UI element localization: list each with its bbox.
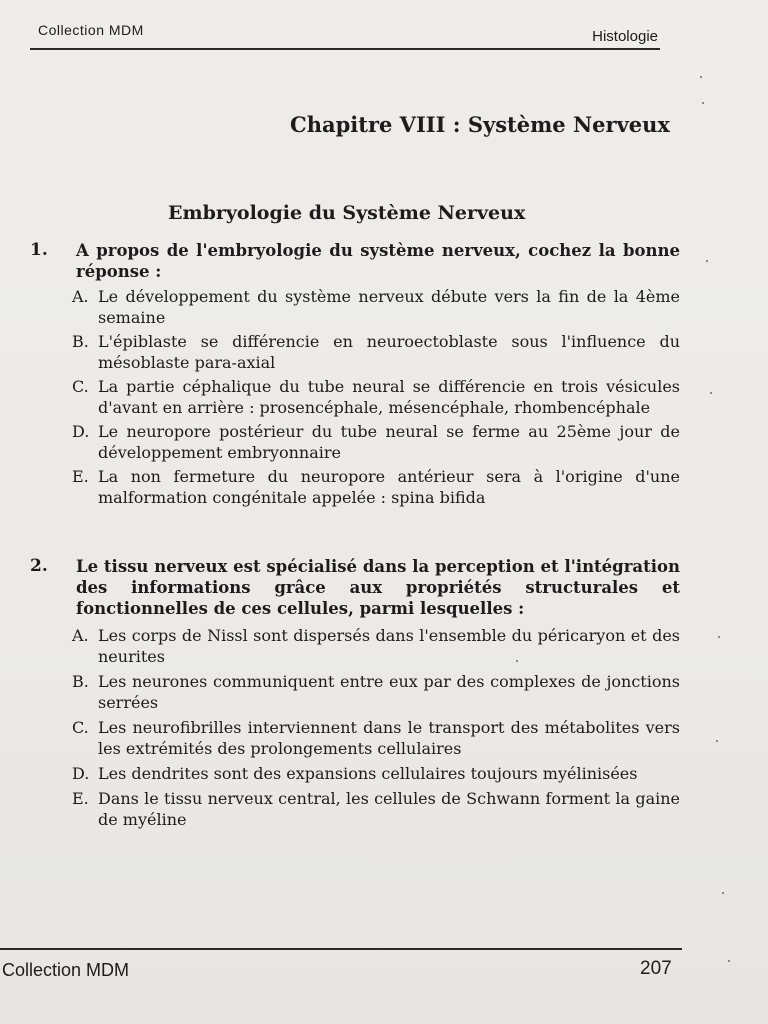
footer-rule [0, 948, 682, 950]
option-text: Le neuropore postérieur du tube neural se ferme au 25ème jour de développement embryonnaire [98, 422, 680, 462]
option-letter: A. [72, 626, 89, 645]
option-b [72, 671, 680, 713]
section-title: Embryologie du Système Nerveux [168, 202, 526, 224]
option-a [72, 286, 680, 328]
question-1 [30, 240, 680, 511]
header-subject: Histologie [592, 28, 658, 45]
question-text: Le tissu nerveux est spécialisé dans la perception et l'intégration des informations grâce aux propriétés structurales et fonctionnelles de ces cellules, parmi lesquelles : [76, 557, 680, 618]
option-text: L'épiblaste se différencie en neuroectoblaste sous l'influence du mésoblaste para-axial [98, 332, 680, 372]
option-a [72, 625, 680, 667]
question-number: 2. [30, 556, 48, 576]
option-b [72, 331, 680, 373]
option-text: Le développement du système nerveux débute vers la fin de la 4ème semaine [98, 287, 680, 327]
chapter-title: Chapitre VIII : Système Nerveux [290, 112, 670, 137]
option-c [72, 717, 680, 759]
option-text: Les neurofibrilles interviennent dans le transport des métabolites vers les extrémités des prolongements cellulaires [98, 718, 680, 758]
option-text: La partie céphalique du tube neural se différencie en trois vésicules d'avant en arrière : prosencéphale, mésencéphale, rhombencéphale [98, 377, 680, 417]
options-list [72, 286, 680, 508]
option-letter: A. [72, 287, 89, 306]
option-letter: D. [72, 764, 90, 783]
question-text: A propos de l'embryologie du système nerveux, cochez la bonne réponse : [76, 241, 680, 281]
option-text: Les neurones communiquent entre eux par des complexes de jonctions serrées [98, 672, 680, 712]
page-number: 207 [640, 958, 672, 979]
option-letter: C. [72, 377, 89, 396]
header-collection: Collection MDM [38, 22, 144, 38]
footer-collection: Collection MDM [2, 960, 130, 980]
option-text: Dans le tissu nerveux central, les cellules de Schwann forment la gaine de myéline [98, 789, 680, 829]
option-letter: E. [72, 789, 89, 808]
option-d [72, 421, 680, 463]
question-2 [30, 556, 680, 834]
option-text: Les corps de Nissl sont dispersés dans l'ensemble du péricaryon et des neurites [98, 626, 680, 666]
options-list [72, 625, 680, 830]
page-header [30, 18, 660, 50]
option-letter: B. [72, 332, 89, 351]
option-e [72, 788, 680, 830]
option-c [72, 376, 680, 418]
option-text: La non fermeture du neuropore antérieur sera à l'origine d'une malformation congénitale appelée : spina bifida [98, 467, 680, 507]
option-letter: B. [72, 672, 89, 691]
option-letter: D. [72, 422, 90, 441]
option-text: Les dendrites sont des expansions cellulaires toujours myélinisées [98, 764, 638, 783]
question-number: 1. [30, 240, 48, 260]
option-letter: E. [72, 467, 89, 486]
option-e [72, 466, 680, 508]
option-letter: C. [72, 718, 89, 737]
option-d [72, 763, 680, 784]
